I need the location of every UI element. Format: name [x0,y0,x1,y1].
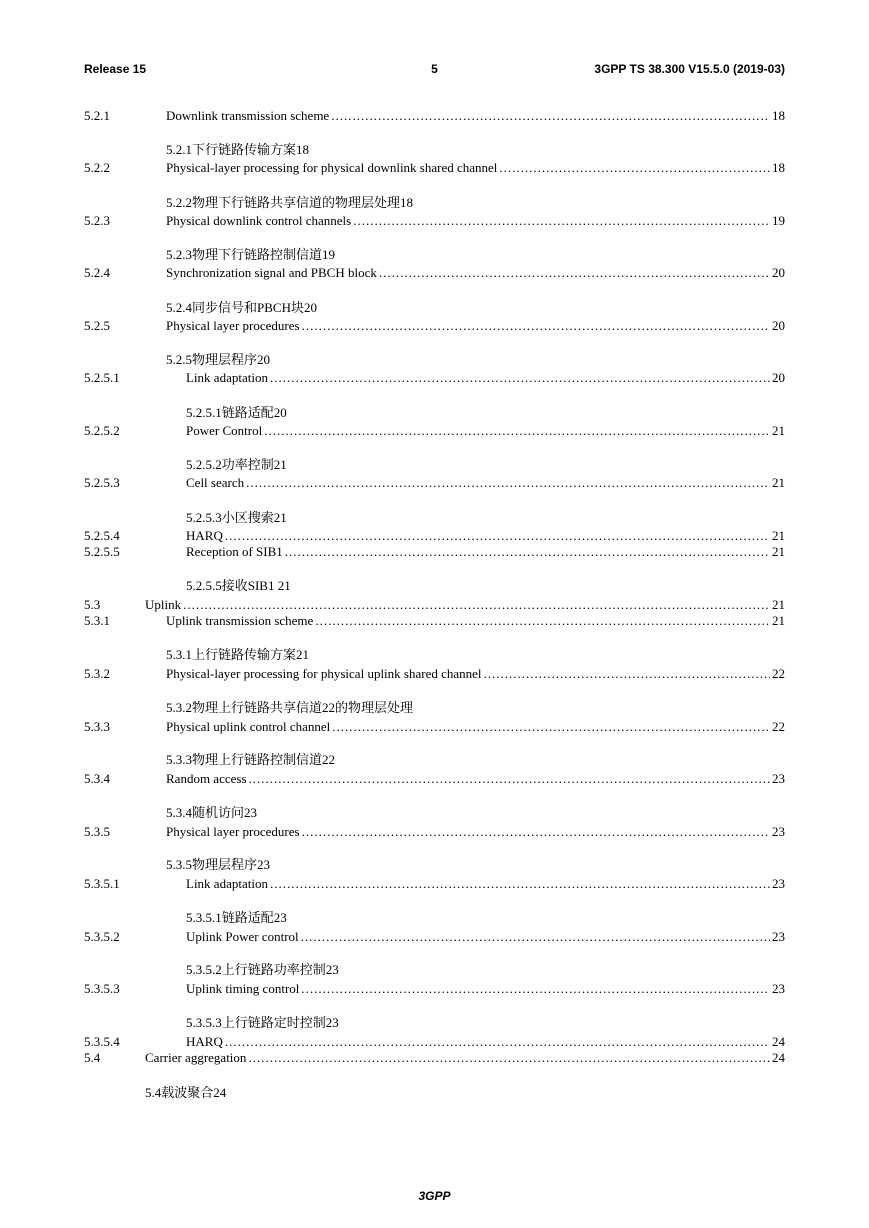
toc-entry-number: 5.3.2 [84,666,110,681]
toc-entry-translation: 5.3.3物理上行链路控制信道22 [166,752,336,767]
toc-dot-leader [302,318,770,334]
toc-entry-page: 22 [772,666,785,681]
toc-entry[interactable] [0,423,869,439]
toc-entry-number: 5.3.5.2 [84,929,120,944]
toc-entry-title: HARQ [186,528,223,543]
toc-entry-page: 21 [772,613,785,628]
toc-entry[interactable] [0,719,869,735]
toc-entry-number: 5.2.5 [84,318,110,333]
toc-entry-page: 21 [772,475,785,490]
toc-dot-leader [353,213,770,229]
toc-entry-translation: 5.2.5.1链路适配20 [186,405,287,420]
toc-entry-translation: 5.3.5物理层程序23 [166,857,271,872]
toc-entry-translation: 5.4载波聚合24 [145,1085,227,1100]
toc-dot-leader [225,1034,770,1050]
toc-entry-translation: 5.2.2物理下行链路共享信道的物理层处理18 [166,195,414,210]
toc-entry[interactable] [0,1034,869,1050]
toc-entry-title: Physical downlink control channels [166,213,352,228]
toc-entry[interactable] [0,981,869,997]
toc-entry-title: Uplink transmission scheme [166,613,314,628]
toc-entry-number: 5.2.5.1 [84,370,120,385]
toc-entry-title: Power Control [186,423,263,438]
toc-dot-leader [301,981,770,997]
toc-dot-leader [301,929,770,945]
toc-entry-translation: 5.3.5.3上行链路定时控制23 [186,1015,339,1030]
toc-entry-title: Reception of SIB1 [186,544,283,559]
toc-entry-number: 5.4 [84,1050,101,1065]
toc-entry-page: 19 [772,213,785,228]
header-spec-id: 3GPP TS 38.300 V15.5.0 (2019-03) [594,62,785,76]
toc-entry-translation: 5.2.1下行链路传输方案18 [166,142,310,157]
toc-dot-leader [315,613,770,629]
toc-dot-leader [302,824,770,840]
toc-entry[interactable] [0,160,869,176]
toc-entry[interactable] [0,265,869,281]
toc-entry-page: 24 [772,1034,785,1049]
toc-entry-translation: 5.3.4随机访问23 [166,805,258,820]
toc-entry-page: 23 [772,929,785,944]
toc-entry-title: Random access [166,771,247,786]
toc-entry[interactable] [0,1050,869,1066]
toc-entry-page: 21 [772,597,785,612]
toc-dot-leader [484,666,770,682]
toc-entry-page: 21 [772,423,785,438]
toc-entry[interactable] [0,475,869,491]
toc-entry-title: Physical-layer processing for physical downlink shared channel [166,160,498,175]
toc-entry-page: 23 [772,981,785,996]
toc-entry-number: 5.2.5.3 [84,475,120,490]
header-page-number: 5 [431,62,438,76]
toc-dot-leader [499,160,770,176]
toc-entry-page: 22 [772,719,785,734]
toc-entry[interactable] [0,544,869,560]
toc-entry-translation: 5.2.5.3小区搜索21 [186,510,287,525]
toc-entry-translation: 5.2.5.5接收SIB1 21 [186,578,291,593]
toc-entry-page: 24 [772,1050,785,1065]
toc-entry-number: 5.2.5.5 [84,544,120,559]
toc-entry-page: 23 [772,824,785,839]
toc-entry-title: Cell search [186,475,245,490]
toc-entry-number: 5.3.5.3 [84,981,120,996]
toc-dot-leader [183,597,770,613]
toc-dot-leader [285,544,770,560]
toc-entry[interactable] [0,824,869,840]
toc-dot-leader [246,475,770,491]
toc-entry-translation: 5.3.5.2上行链路功率控制23 [186,962,339,977]
toc-dot-leader [248,1050,770,1066]
toc-entry-page: 20 [772,370,785,385]
toc-entry[interactable] [0,108,869,124]
toc-entry[interactable] [0,876,869,892]
toc-entry-title: Uplink [145,597,182,612]
toc-entry-title: Physical-layer processing for physical uplink shared channel [166,666,482,681]
footer-3gpp: 3GPP [418,1189,451,1203]
toc-entry-translation: 5.2.3物理下行链路控制信道19 [166,247,336,262]
toc-dot-leader [270,370,770,386]
toc-entry-title: Synchronization signal and PBCH block [166,265,377,280]
toc-entry[interactable] [0,318,869,334]
toc-entry-page: 20 [772,318,785,333]
toc-entry-title: Link adaptation [186,370,268,385]
toc-entry[interactable] [0,528,869,544]
toc-dot-leader [379,265,770,281]
toc-dot-leader [225,528,770,544]
toc-entry-translation: 5.3.1上行链路传输方案21 [166,647,310,662]
toc-entry-number: 5.2.2 [84,160,110,175]
header-release: Release 15 [84,62,147,76]
toc-entry-translation: 5.3.5.1链路适配23 [186,910,287,925]
toc-entry-title: Downlink transmission scheme [166,108,330,123]
toc-entry-number: 5.2.5.4 [84,528,120,543]
toc-entry-title: Link adaptation [186,876,268,891]
toc-entry-translation: 5.2.4同步信号和PBCH块20 [166,300,317,315]
toc-entry-title: Carrier aggregation [145,1050,247,1065]
toc-entry[interactable] [0,771,869,787]
toc-entry-page: 21 [772,528,785,543]
toc-entry-page: 20 [772,265,785,280]
toc-entry-page: 21 [772,544,785,559]
toc-entry[interactable] [0,370,869,386]
toc-entry[interactable] [0,597,869,613]
toc-entry-number: 5.2.1 [84,108,110,123]
toc-entry-title: Physical uplink control channel [166,719,331,734]
toc-entry-page: 23 [772,876,785,891]
toc-entry-number: 5.2.3 [84,213,110,228]
toc-entry-number: 5.3 [84,597,101,612]
toc-entry-number: 5.3.5 [84,824,110,839]
toc-dot-leader [270,876,770,892]
toc-entry-title: Physical layer procedures [166,318,300,333]
toc-dot-leader [332,719,770,735]
toc-entry[interactable] [0,929,869,945]
toc-entry-translation: 5.2.5.2功率控制21 [186,457,287,472]
toc-entry-number: 5.3.5.4 [84,1034,120,1049]
toc-dot-leader [264,423,770,439]
toc-entry-number: 5.3.3 [84,719,110,734]
toc-entry-number: 5.3.1 [84,613,110,628]
toc-entry[interactable] [0,213,869,229]
toc-entry-number: 5.3.5.1 [84,876,120,891]
toc-entry[interactable] [0,666,869,682]
toc-entry-number: 5.2.4 [84,265,110,280]
toc-entry-number: 5.3.4 [84,771,110,786]
toc-dot-leader [249,771,770,787]
toc-entry-page: 18 [772,108,785,123]
toc-entry-title: Uplink timing control [186,981,300,996]
toc-entry-title: HARQ [186,1034,223,1049]
toc-entry-title: Physical layer procedures [166,824,300,839]
toc-entry-translation: 5.3.2物理上行链路共享信道22的物理层处理 [166,700,414,715]
toc-entry-title: Uplink Power control [186,929,299,944]
toc-entry-page: 23 [772,771,785,786]
toc-entry-page: 18 [772,160,785,175]
toc-entry-number: 5.2.5.2 [84,423,120,438]
toc-dot-leader [331,108,770,124]
toc-entry[interactable] [0,613,869,629]
toc-entry-translation: 5.2.5物理层程序20 [166,352,271,367]
